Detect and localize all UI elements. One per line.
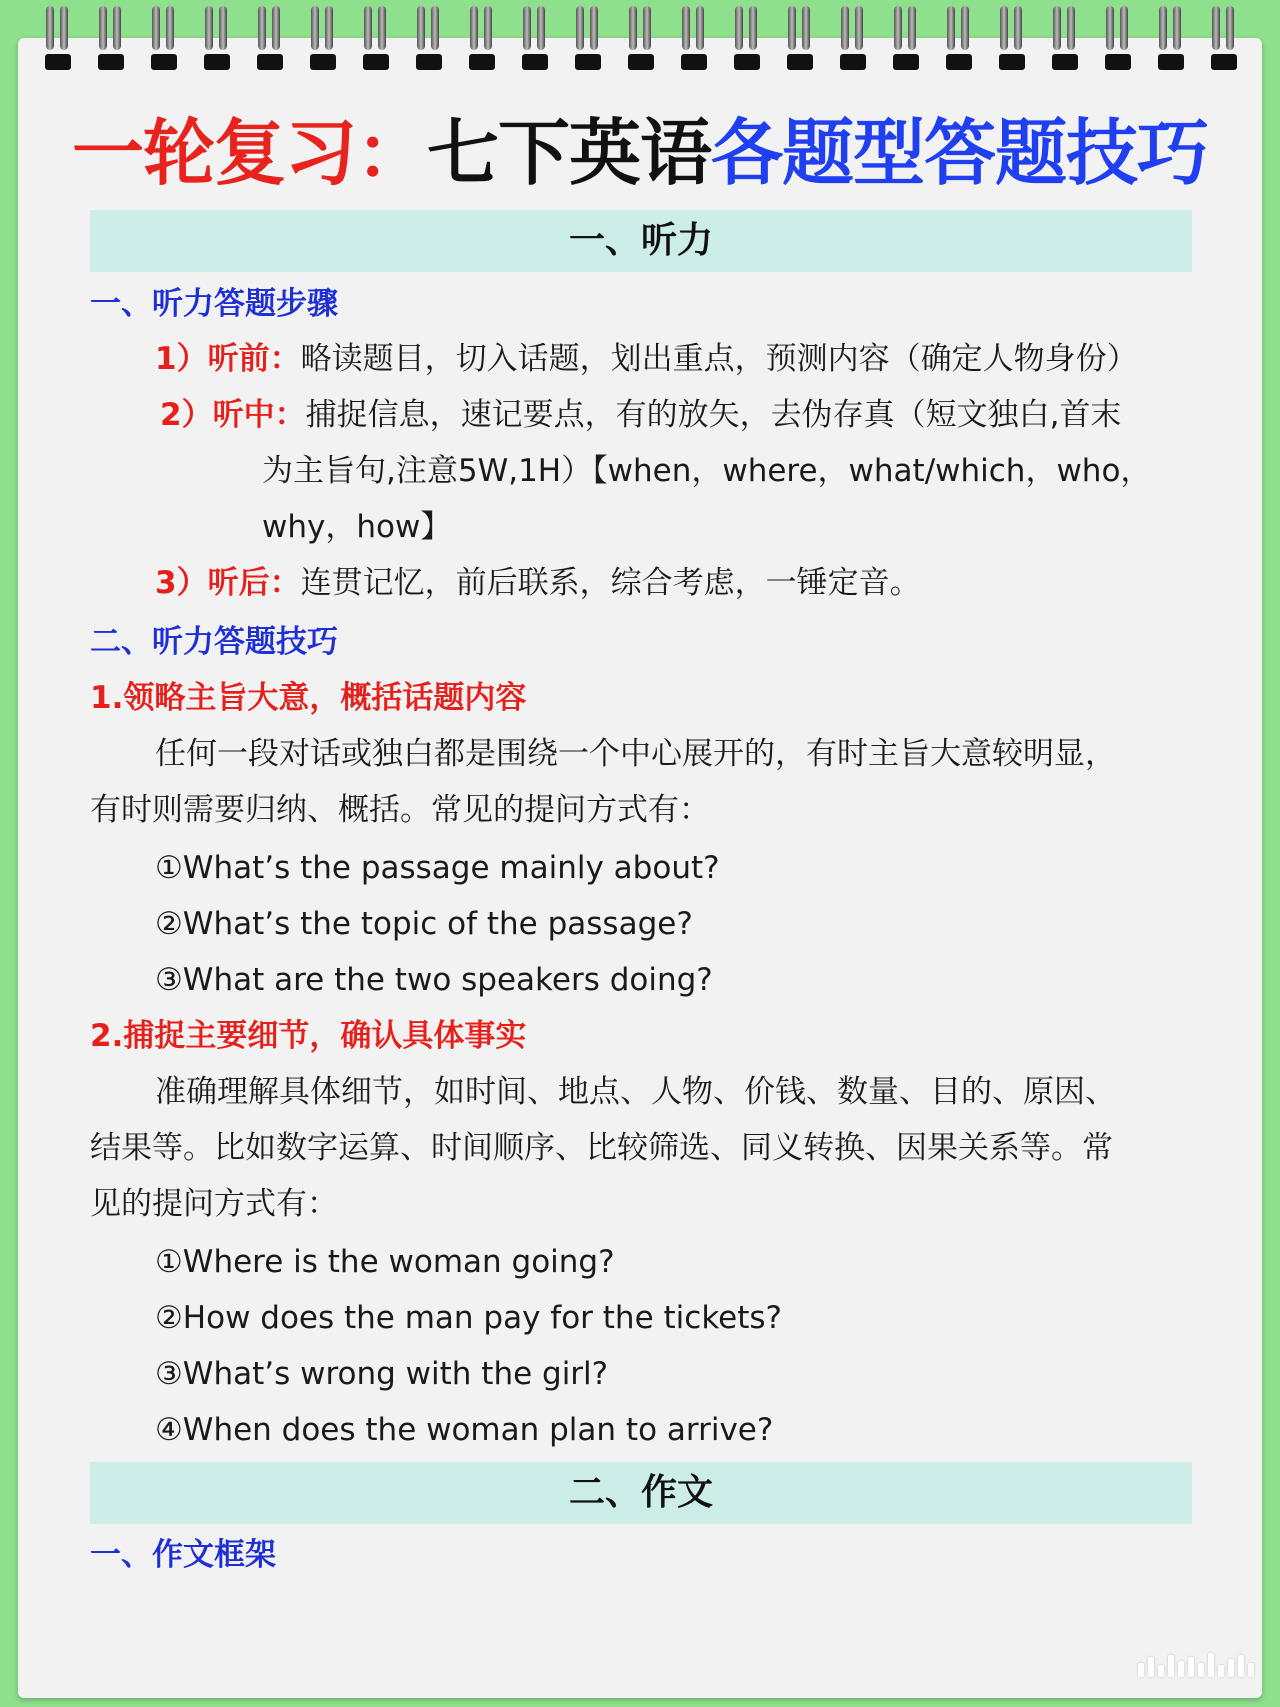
- paragraph-line: 有时则需要归纳、概括。常见的提问方式有：: [90, 792, 710, 828]
- section-band-listening: 一、听力: [90, 210, 1192, 272]
- section-band-writing: 二、作文: [90, 1462, 1192, 1524]
- binding-ring-icon: [148, 6, 180, 72]
- step-during-listening: [160, 395, 1121, 435]
- question-item: ②How does the man pay for the tickets?: [155, 1300, 782, 1336]
- step-text: 略读题目，切入话题，划出重点，预测内容（确定人物身份）: [300, 341, 1138, 377]
- step-text-continued: why，how】: [262, 509, 452, 545]
- binding-ring-icon: [360, 6, 392, 72]
- question-item: ③What’s wrong with the girl?: [155, 1356, 609, 1392]
- binding-ring-icon: [1102, 6, 1134, 72]
- binding-ring-icon: [731, 6, 763, 72]
- paragraph-line: 见的提问方式有：: [90, 1186, 338, 1222]
- binding-ring-icon: [784, 6, 816, 72]
- paragraph-line: 任何一段对话或独白都是围绕一个中心展开的，有时主旨大意较明显，: [155, 736, 1116, 772]
- binding-ring-icon: [890, 6, 922, 72]
- step-text: 捕捉信息，速记要点，有的放矢，去伪存真（短文独白,首末: [305, 397, 1122, 433]
- paragraph-line: 结果等。比如数字运算、时间顺序、比较筛选、同义转换、因果关系等。常: [90, 1130, 1113, 1166]
- title-blue-part: 各题型答题技巧: [711, 111, 1209, 195]
- binding-ring-icon: [572, 6, 604, 72]
- binding-ring-icon: [625, 6, 657, 72]
- step-label: 3）听后：: [155, 565, 301, 601]
- step-label: 2）听中：: [160, 397, 306, 433]
- binding-ring-icon: [1208, 6, 1240, 72]
- binding-ring-icon: [413, 6, 445, 72]
- tip-heading: 2.捕捉主要细节，确认具体事实: [90, 1018, 527, 1054]
- binding-ring-icon: [678, 6, 710, 72]
- step-after-listening: [155, 563, 921, 603]
- step-text-continued: 为主旨句,注意5W,1H）【when，where，what/which，who，: [262, 453, 1152, 489]
- question-item: ②What’s the topic of the passage?: [155, 906, 693, 942]
- paragraph-line: 准确理解具体细节，如时间、地点、人物、价钱、数量、目的、原因、: [155, 1074, 1116, 1110]
- binding-ring-icon: [519, 6, 551, 72]
- subheading-listening-tips: 二、听力答题技巧: [90, 624, 338, 660]
- binding-ring-icon: [307, 6, 339, 72]
- binding-ring-icon: [42, 6, 74, 72]
- step-text: 连贯记忆，前后联系，综合考虑，一锤定音。: [300, 565, 921, 601]
- step-label: 1）听前：: [155, 341, 301, 377]
- tip-heading: 1.领略主旨大意，概括话题内容: [90, 680, 527, 716]
- question-item: ④When does the woman plan to arrive?: [155, 1412, 774, 1448]
- question-item: ①Where is the woman going?: [155, 1244, 615, 1280]
- watermark-icon: [1138, 1653, 1254, 1677]
- subheading-writing-framework: 一、作文框架: [90, 1537, 276, 1573]
- question-item: ①What’s the passage mainly about?: [155, 850, 720, 886]
- page-title: [0, 108, 1280, 198]
- title-black-part: 七下英语: [426, 111, 711, 195]
- spiral-binding: [0, 6, 1280, 76]
- binding-ring-icon: [95, 6, 127, 72]
- binding-ring-icon: [201, 6, 233, 72]
- binding-ring-icon: [254, 6, 286, 72]
- binding-ring-icon: [466, 6, 498, 72]
- binding-ring-icon: [1049, 6, 1081, 72]
- binding-ring-icon: [996, 6, 1028, 72]
- step-before-listening: [155, 339, 1138, 379]
- title-red-part: 一轮复习：: [71, 111, 427, 195]
- binding-ring-icon: [943, 6, 975, 72]
- binding-ring-icon: [837, 6, 869, 72]
- binding-ring-icon: [1155, 6, 1187, 72]
- question-item: ③What are the two speakers doing?: [155, 962, 713, 998]
- subheading-listening-steps: 一、听力答题步骤: [90, 286, 338, 322]
